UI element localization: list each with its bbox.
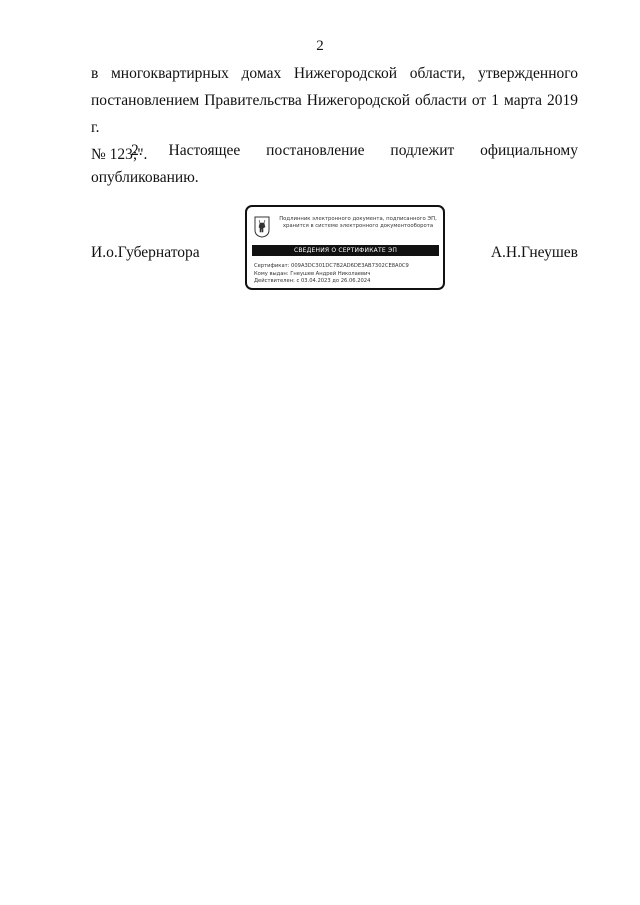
paragraph-2-line-2: опубликованию.: [91, 169, 199, 186]
stamp-details: [254, 263, 440, 286]
valid-value: с 03.04.2023 до 26.06.2024: [296, 278, 371, 284]
issued-to-row: [254, 271, 440, 279]
signer-title: И.о.Губернатора: [91, 244, 200, 261]
valid-label: Действителен:: [254, 278, 295, 284]
deer-emblem-icon: [254, 216, 270, 238]
valid-row: [254, 278, 440, 286]
e-signature-stamp: [245, 205, 445, 290]
signer-name: А.Н.Гнеушев: [490, 244, 578, 261]
stamp-header-line-1: Подлинник электронного документа, подписанного ЭП,: [279, 216, 437, 222]
certificate-value: 009A3DC301DC7B2AD6DE3AB7302CE8A0C9: [291, 263, 409, 269]
paragraph-1-line-2: постановлением Правительства Нижегородской области от 1 марта 2019 г.: [91, 92, 578, 136]
certificate-label: Сертификат:: [254, 263, 290, 269]
issued-to-label: Кому выдан:: [254, 270, 289, 277]
page-number: 2: [316, 38, 324, 54]
paragraph-2-line-1: 2. Настоящее постановление подлежит официальному: [131, 142, 578, 159]
issued-to-value: Гнеушев Андрей Николаевич: [290, 270, 371, 277]
stamp-header-line-2: хранится в системе электронного документооборота: [282, 223, 434, 229]
stamp-certificate-bar: СВЕДЕНИЯ О СЕРТИФИКАТЕ ЭП: [252, 245, 439, 256]
paragraph-1-line-3: № 123;".: [91, 146, 148, 163]
certificate-row: [254, 263, 440, 271]
stamp-header: [274, 216, 442, 230]
paragraph-1-line-1: в многоквартирных домах Нижегородской области, утвержденного: [91, 65, 578, 82]
paragraph-2: [91, 137, 578, 191]
